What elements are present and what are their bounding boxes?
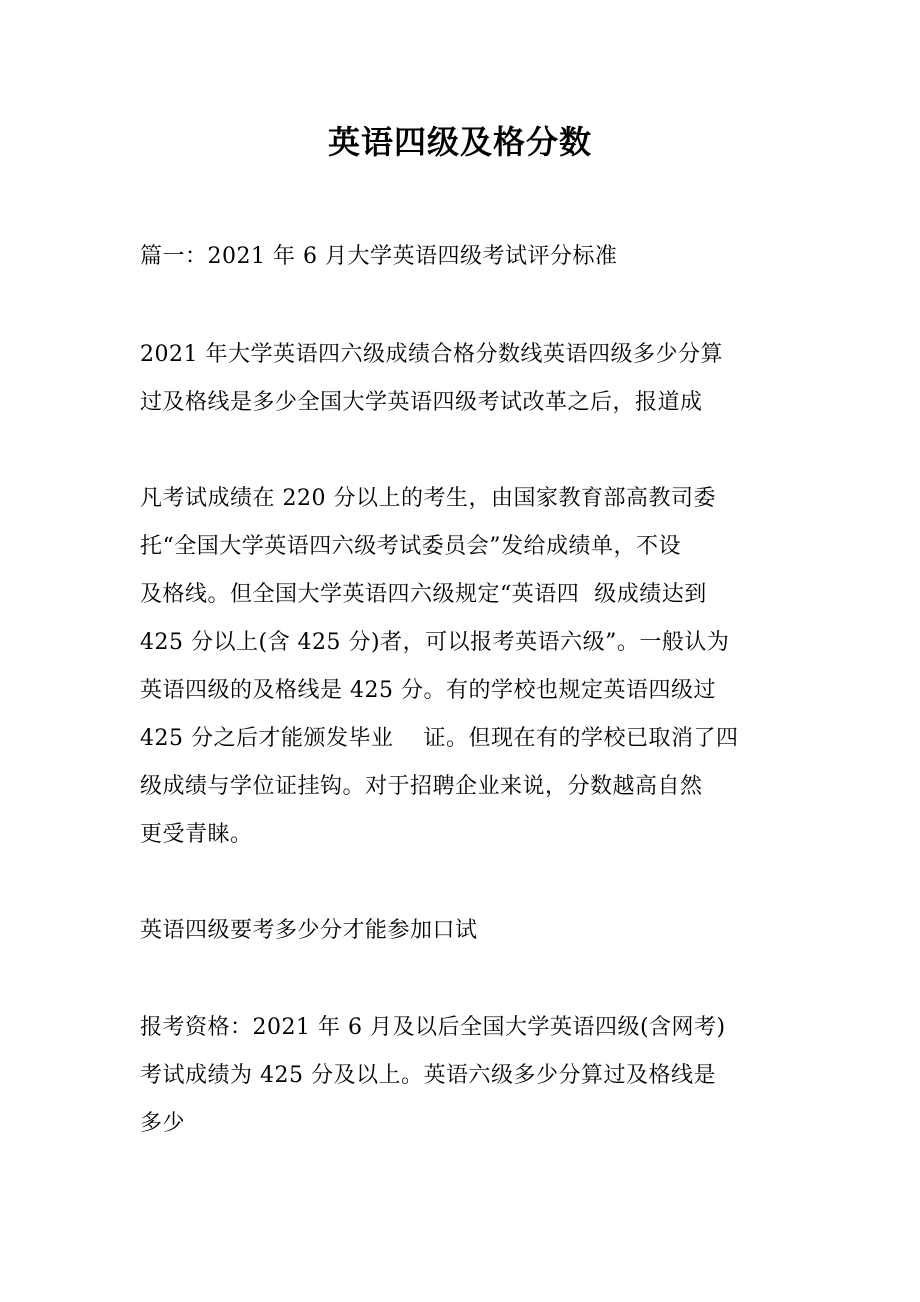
text-line: 及格线。但全国大学英语四六级规定“英语四 级成绩达到 xyxy=(140,582,707,607)
text-line: 考试成绩为 425 分及以上。英语六级多少分算过及格线是 xyxy=(140,1063,716,1088)
paragraph-passing-line xyxy=(140,475,780,859)
paragraph-intro xyxy=(140,331,780,427)
text-line: 425 分以上(含 425 分)者，可以报考英语六级”。一般认为 xyxy=(140,630,730,655)
text-line: 过及格线是多少全国大学英语四级考试改革之后，报道成 xyxy=(140,390,703,415)
text-line: 英语四级要考多少分才能参加口试 xyxy=(140,918,478,943)
paragraph-eligibility xyxy=(140,1004,780,1148)
text-line: 更受青睐。 xyxy=(140,822,253,847)
document-title: 英语四级及格分数 xyxy=(327,123,592,161)
text-line: 篇一：2021 年 6 月大学英语四级考试评分标准 xyxy=(140,244,618,269)
text-line: 425 分之后才能颁发毕业 证。但现在有的学校已取消了四 xyxy=(140,726,739,751)
text-line: 报考资格：2021 年 6 月及以后全国大学英语四级(含网考) xyxy=(140,1015,726,1040)
text-line: 托“全国大学英语四六级考试委员会”发给成绩单，不设 xyxy=(140,534,681,559)
paragraph-section-heading xyxy=(140,233,780,281)
text-line: 英语四级的及格线是 425 分。有的学校也规定英语四级过 xyxy=(140,678,716,703)
text-line: 2021 年大学英语四六级成绩合格分数线英语四级多少分算 xyxy=(140,342,723,367)
paragraph-oral-exam-heading xyxy=(140,907,780,955)
text-line: 多少 xyxy=(140,1111,186,1136)
text-line: 级成绩与学位证挂钩。对于招聘企业来说，分数越高自然 xyxy=(140,774,703,799)
text-line: 凡考试成绩在 220 分以上的考生，由国家教育部高教司委 xyxy=(140,486,716,511)
